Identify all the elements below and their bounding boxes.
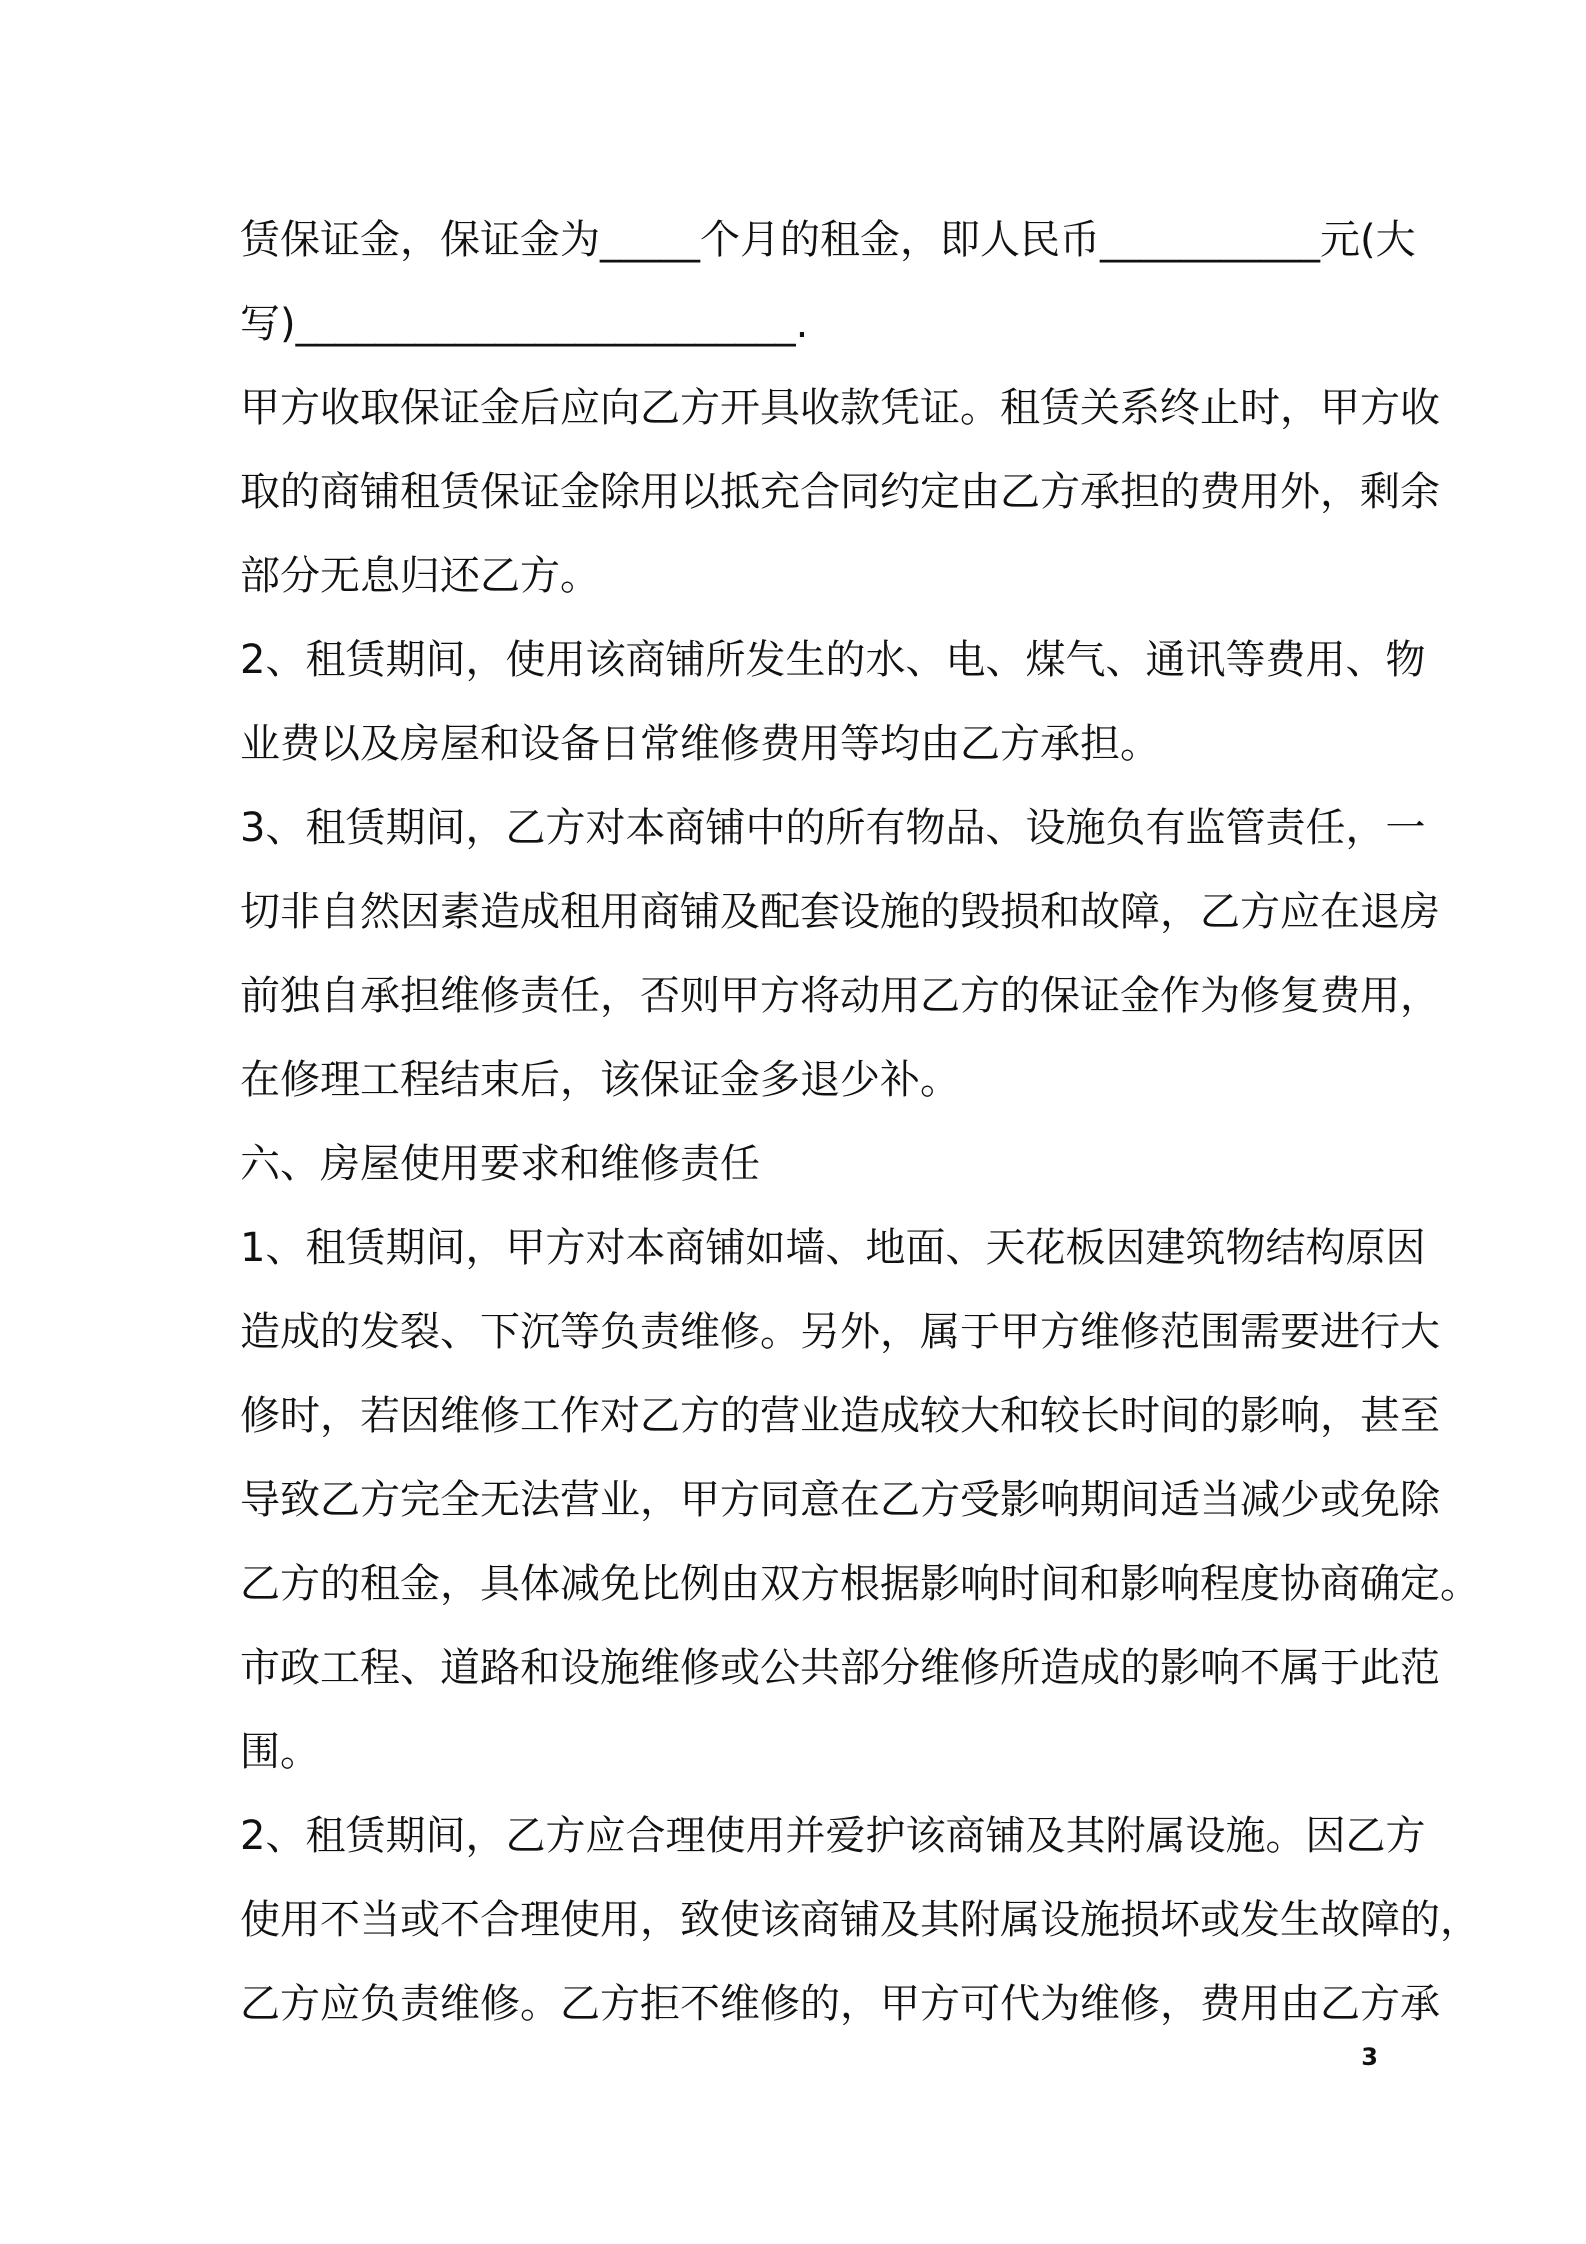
text-line: 切非自然因素造成租用商铺及配套设施的毁损和故障，乙方应在退房 bbox=[240, 889, 1440, 935]
text-line: 市政工程、道路和设施维修或公共部分维修所造成的影响不属于此范 bbox=[240, 1645, 1440, 1691]
text-line: 前独自承担维修责任，否则甲方将动用乙方的保证金作为修复费用， bbox=[240, 973, 1440, 1019]
text-line: 使用不当或不合理使用，致使该商铺及其附属设施损坏或发生故障的， bbox=[240, 1897, 1480, 1943]
text-line: 写)_________________________. bbox=[240, 301, 809, 347]
text-line: 2、租赁期间，使用该商铺所发生的水、电、煤气、通讯等费用、物 bbox=[240, 637, 1426, 683]
text-line: 甲方收取保证金后应向乙方开具收款凭证。租赁关系终止时，甲方收 bbox=[240, 385, 1440, 431]
text-line: 在修理工程结束后，该保证金多退少补。 bbox=[240, 1057, 960, 1103]
text-line: 乙方应负责维修。乙方拒不维修的，甲方可代为维修，费用由乙方承 bbox=[240, 1981, 1440, 2027]
text-line: 3、租赁期间，乙方对本商铺中的所有物品、设施负有监管责任，一 bbox=[240, 805, 1426, 851]
text-line: 造成的发裂、下沉等负责维修。另外，属于甲方维修范围需要进行大 bbox=[240, 1309, 1440, 1355]
document-body bbox=[240, 198, 1480, 2046]
section-heading: 六、房屋使用要求和维修责任 bbox=[240, 1141, 760, 1187]
text-line: 乙方的租金，具体减免比例由双方根据影响时间和影响程度协商确定。 bbox=[240, 1561, 1480, 1607]
text-line: 1、租赁期间，甲方对本商铺如墙、地面、天花板因建筑物结构原因 bbox=[240, 1225, 1426, 1271]
text-line: 业费以及房屋和设备日常维修费用等均由乙方承担。 bbox=[240, 721, 1160, 767]
text-line: 部分无息归还乙方。 bbox=[240, 553, 600, 599]
text-line: 取的商铺租赁保证金除用以抵充合同约定由乙方承担的费用外，剩余 bbox=[240, 469, 1440, 515]
text-line: 导致乙方完全无法营业，甲方同意在乙方受影响期间适当减少或免除 bbox=[240, 1477, 1440, 1523]
text-line: 赁保证金，保证金为_____个月的租金，即人民币___________元(大 bbox=[240, 217, 1416, 263]
text-line: 修时，若因维修工作对乙方的营业造成较大和较长时间的影响，甚至 bbox=[240, 1393, 1440, 1439]
text-line: 围。 bbox=[240, 1729, 320, 1775]
text-line: 2、租赁期间，乙方应合理使用并爱护该商铺及其附属设施。因乙方 bbox=[240, 1813, 1426, 1859]
page-number: 3 bbox=[1361, 2043, 1378, 2071]
